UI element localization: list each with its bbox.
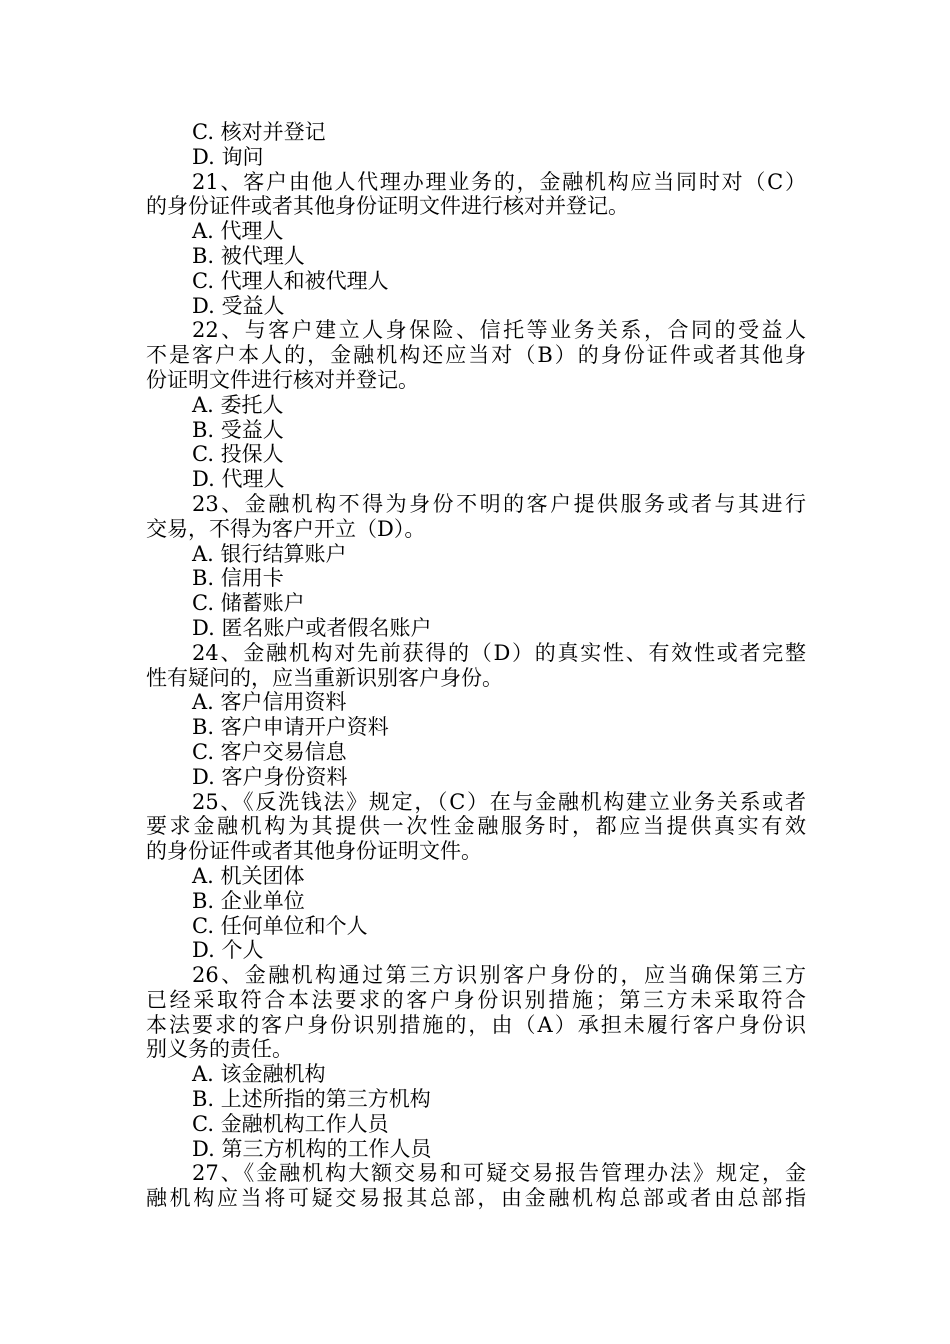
question-continuation: 性有疑问的，应当重新识别客户身份。 (146, 665, 503, 690)
answer-option: D. 第三方机构的工作人员 (192, 1136, 432, 1161)
question-continuation: 融机构应当将可疑交易报其总部，由金融机构总部或者由总部指 (146, 1186, 806, 1211)
answer-option: B. 信用卡 (192, 566, 284, 591)
question-text: 23、金融机构不得为身份不明的客户提供服务或者与其进行 (192, 491, 806, 516)
question-text: 25、《反洗钱法》规定，（C）在与金融机构建立业务关系或者 (192, 789, 806, 814)
answer-option: C. 客户交易信息 (192, 739, 347, 764)
question-continuation: 本法要求的客户身份识别措施的，由（A）承担未履行客户身份识 (146, 1012, 806, 1037)
question-continuation: 份证明文件进行核对并登记。 (146, 367, 419, 392)
answer-option: C. 代理人和被代理人 (192, 268, 389, 293)
question-continuation: 的身份证件或者其他身份证明文件进行核对并登记。 (146, 194, 629, 219)
question-text: 27、《金融机构大额交易和可疑交易报告管理办法》规定，金 (192, 1161, 806, 1186)
answer-option: D. 代理人 (192, 467, 285, 492)
answer-option: B. 受益人 (192, 417, 284, 442)
answer-option: D. 询问 (192, 144, 264, 169)
answer-option: A. 银行结算账户 (192, 541, 347, 566)
question-continuation: 已经采取符合本法要求的客户身份识别措施；第三方未采取符合 (146, 987, 806, 1012)
answer-option: D. 匿名账户或者假名账户 (192, 615, 432, 640)
question-text: 24、金融机构对先前获得的（D）的真实性、有效性或者完整 (192, 640, 806, 665)
answer-option: D. 受益人 (192, 293, 285, 318)
answer-option: A. 客户信用资料 (192, 690, 347, 715)
question-text: 21、客户由他人代理办理业务的，金融机构应当同时对（C） (192, 169, 806, 194)
answer-option: B. 被代理人 (192, 243, 305, 268)
question-continuation: 别义务的责任。 (146, 1037, 293, 1062)
answer-option: B. 企业单位 (192, 888, 305, 913)
answer-option: D. 个人 (192, 938, 264, 963)
answer-option: C. 储蓄账户 (192, 591, 305, 616)
answer-option: A. 机关团体 (192, 863, 305, 888)
question-text: 26、金融机构通过第三方识别客户身份的，应当确保第三方 (192, 963, 806, 988)
question-continuation: 要求金融机构为其提供一次性金融服务时，都应当提供真实有效 (146, 814, 806, 839)
question-text: 22、与客户建立人身保险、信托等业务关系，合同的受益人 (192, 318, 806, 343)
answer-option: D. 客户身份资料 (192, 764, 348, 789)
answer-option: A. 该金融机构 (192, 1062, 326, 1087)
answer-option: B. 客户申请开户资料 (192, 715, 389, 740)
answer-option: C. 投保人 (192, 442, 284, 467)
answer-option: B. 上述所指的第三方机构 (192, 1087, 431, 1112)
answer-option: A. 代理人 (192, 219, 284, 244)
question-continuation: 交易，不得为客户开立（D）。 (146, 516, 426, 541)
answer-option: C. 任何单位和个人 (192, 913, 368, 938)
answer-option: A. 委托人 (192, 392, 284, 417)
answer-option: C. 金融机构工作人员 (192, 1111, 389, 1136)
question-continuation: 的身份证件或者其他身份证明文件。 (146, 839, 482, 864)
document-page (146, 120, 806, 1211)
question-continuation: 不是客户本人的，金融机构还应当对（B）的身份证件或者其他身 (146, 343, 806, 368)
answer-option: C. 核对并登记 (192, 120, 326, 144)
